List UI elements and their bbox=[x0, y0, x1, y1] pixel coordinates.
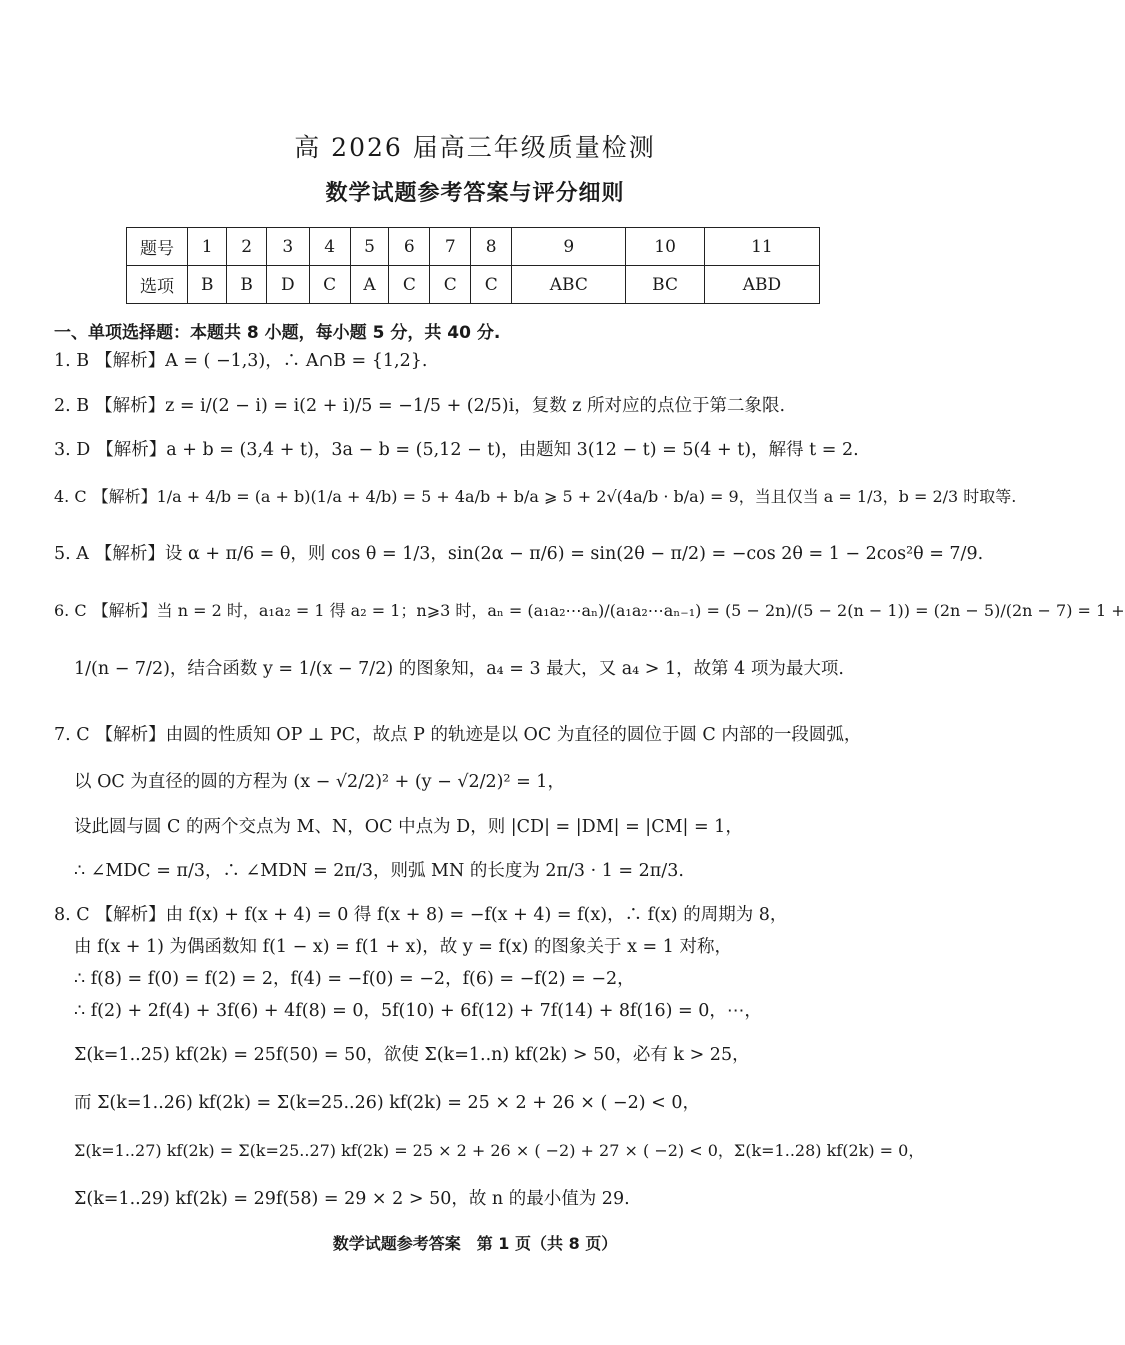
table-cell: B bbox=[227, 266, 266, 304]
answer-number: 6. C bbox=[54, 601, 87, 620]
answer-option-row bbox=[127, 266, 820, 304]
table-cell: 10 bbox=[626, 228, 704, 266]
answer-text: 1/a + 4/b = (a + b)(1/a + 4/b) = 5 + 4a/b + b/a ⩾ 5 + 2√(4a/b · b/a) = 9，当且仅当 a = 1/3，b = 2/3 时取等. bbox=[156, 487, 1017, 506]
answer-8-line-2: 由 f(x + 1) 为偶函数知 f(1 − x) = f(1 + x)，故 y = f(x) 的图象关于 x = 1 对称， bbox=[74, 937, 732, 957]
analysis-tag: 【解析】 bbox=[92, 487, 157, 506]
answer-text: 由圆的性质知 OP ⊥ PC，故点 P 的轨迹是以 OC 为直径的圆位于圆 C 内部的一段圆弧， bbox=[165, 725, 862, 745]
answer-text: a + b = (3,4 + t)，3a − b = (5,12 − t)，由题知 3(12 − t) = 5(4 + t)，解得 t = 2. bbox=[166, 440, 859, 460]
table-cell: D bbox=[266, 266, 309, 304]
answer-text: 由 f(x) + f(x + 4) = 0 得 f(x + 8) = −f(x + 4) = f(x)，∴ f(x) 的周期为 8， bbox=[165, 905, 788, 925]
analysis-tag: 【解析】 bbox=[95, 351, 166, 371]
row-label-option: 选项 bbox=[127, 266, 188, 304]
table-cell: C bbox=[389, 266, 430, 304]
answer-8-line-8: Σ(k=1..29) kf(2k) = 29f(58) = 29 × 2 > 50，故 n 的最小值为 29. bbox=[74, 1189, 630, 1209]
answer-number: 7. C bbox=[54, 725, 90, 745]
analysis-tag: 【解析】 bbox=[95, 725, 166, 745]
answer-item-7 bbox=[54, 720, 904, 750]
page-subtitle: 数学试题参考答案与评分细则 bbox=[325, 181, 625, 206]
table-cell: C bbox=[471, 266, 512, 304]
answer-item-8 bbox=[54, 900, 904, 930]
table-cell: 9 bbox=[512, 228, 626, 266]
answer-item-4 bbox=[54, 482, 1017, 512]
table-cell: 3 bbox=[266, 228, 309, 266]
page-title: 高 2026 届高三年级质量检测 bbox=[294, 133, 656, 162]
question-number-row bbox=[127, 228, 820, 266]
answer-number: 5. A bbox=[54, 544, 89, 564]
answer-7-line-4: ∴ ∠MDC = π/3，∴ ∠MDN = 2π/3，则弧 MN 的长度为 2π/3 · 1 = 2π/3. bbox=[74, 861, 684, 881]
answer-text: 设 α + π/6 = θ，则 cos θ = 1/3，sin(2α − π/6) = sin(2θ − π/2) = −cos 2θ = 1 − 2cos²θ = 7/9. bbox=[164, 544, 984, 564]
table-cell: A bbox=[350, 266, 389, 304]
table-cell: 11 bbox=[704, 228, 819, 266]
answer-8-line-7: Σ(k=1..27) kf(2k) = Σ(k=25..27) kf(2k) = 25 × 2 + 26 × ( −2) + 27 × ( −2) < 0，Σ(k=1..28) kf(2k) = 0， bbox=[74, 1141, 925, 1160]
analysis-tag: 【解析】 bbox=[96, 440, 167, 460]
answer-text: 当 n = 2 时，a₁a₂ = 1 得 a₂ = 1；n⩾3 时，aₙ = (a₁a₂⋯aₙ)/(a₁a₂⋯aₙ₋₁) = (5 − 2n)/(5 − 2(n − 1)) = (2n − 5)/(2n − 7) = 1 + bbox=[156, 601, 1125, 620]
answer-number: 4. C bbox=[54, 487, 87, 506]
answer-8-line-3: ∴ f(8) = f(0) = f(2) = 2，f(4) = −f(0) = −2，f(6) = −f(2) = −2， bbox=[74, 969, 635, 989]
table-cell: 4 bbox=[309, 228, 350, 266]
answer-8-line-5: Σ(k=1..25) kf(2k) = 25f(50) = 50，欲使 Σ(k=1..n) kf(2k) > 50，必有 k > 25， bbox=[74, 1045, 750, 1065]
page-footer: 数学试题参考答案 第 1 页（共 8 页） bbox=[332, 1234, 618, 1253]
analysis-tag: 【解析】 bbox=[95, 396, 166, 416]
table-cell: 7 bbox=[430, 228, 471, 266]
answer-number: 1. B bbox=[54, 351, 90, 371]
analysis-tag: 【解析】 bbox=[92, 601, 157, 620]
answer-text: A = ( −1,3)，∴ A∩B = {1,2}. bbox=[165, 351, 428, 371]
table-cell: 1 bbox=[188, 228, 227, 266]
table-cell: 6 bbox=[389, 228, 430, 266]
analysis-tag: 【解析】 bbox=[95, 905, 166, 925]
answer-number: 8. C bbox=[54, 905, 90, 925]
table-cell: 5 bbox=[350, 228, 389, 266]
answer-7-line-3: 设此圆与圆 C 的两个交点为 M、N，OC 中点为 D，则 |CD| = |DM| = |CM| = 1， bbox=[74, 817, 743, 837]
answer-item-2 bbox=[54, 391, 904, 421]
table-cell: 8 bbox=[471, 228, 512, 266]
table-cell: C bbox=[430, 266, 471, 304]
answer-item-1 bbox=[54, 346, 904, 376]
table-cell: 2 bbox=[227, 228, 266, 266]
answer-table bbox=[126, 227, 820, 304]
table-cell: BC bbox=[626, 266, 704, 304]
answer-8-line-6: 而 Σ(k=1..26) kf(2k) = Σ(k=25..26) kf(2k) = 25 × 2 + 26 × ( −2) < 0， bbox=[74, 1093, 700, 1113]
section-heading: 一、单项选择题：本题共 8 小题，每小题 5 分，共 40 分. bbox=[54, 323, 501, 343]
answer-item-3 bbox=[54, 435, 904, 465]
answer-number: 3. D bbox=[54, 440, 91, 460]
answer-8-line-4: ∴ f(2) + 2f(4) + 3f(6) + 4f(8) = 0，5f(10) + 6f(12) + 7f(14) + 8f(16) = 0，⋯， bbox=[74, 1001, 762, 1021]
row-label-number: 题号 bbox=[127, 228, 188, 266]
table-cell: ABD bbox=[704, 266, 819, 304]
table-cell: C bbox=[309, 266, 350, 304]
table-cell: ABC bbox=[512, 266, 626, 304]
analysis-tag: 【解析】 bbox=[94, 544, 165, 564]
answer-item-6 bbox=[54, 596, 1125, 626]
answer-number: 2. B bbox=[54, 396, 90, 416]
answer-text: z = i/(2 − i) = i(2 + i)/5 = −1/5 + (2/5)i，复数 z 所对应的点位于第二象限. bbox=[165, 396, 786, 416]
answer-6-continuation: 1/(n − 7/2)，结合函数 y = 1/(x − 7/2) 的图象知，a₄ = 3 最大，又 a₄ > 1，故第 4 项为最大项. bbox=[74, 659, 844, 679]
table-cell: B bbox=[188, 266, 227, 304]
answer-7-line-2: 以 OC 为直径的圆的方程为 (x − √2/2)² + (y − √2/2)² = 1， bbox=[74, 772, 565, 792]
answer-item-5 bbox=[54, 539, 984, 569]
